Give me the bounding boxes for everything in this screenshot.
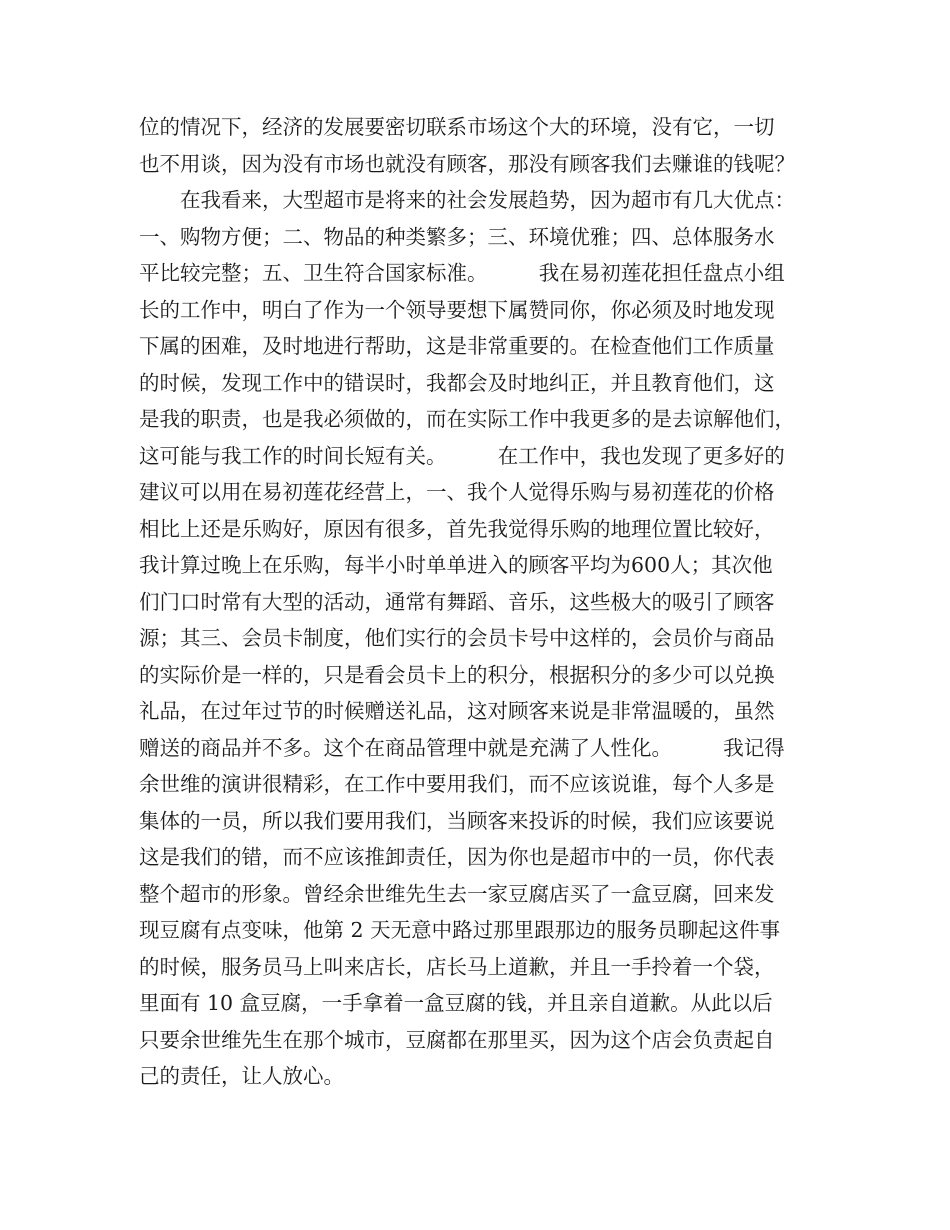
- text-line: 一、购物方便；二、物品的种类繁多；三、环境优雅；四、总体服务水: [139, 224, 775, 249]
- text-line: 整个超市的形象。曾经余世维先生去一家豆腐店买了一盒豆腐，回来发: [139, 881, 775, 906]
- text-line: 建议可以用在易初莲花经营上，一、我个人觉得乐购与易初莲花的价格: [139, 480, 775, 504]
- text-line: 相比上还是乐购好，原因有很多，首先我觉得乐购的地理位置比较好，: [139, 516, 775, 541]
- text-line: 这可能与我工作的时间长短有关。 在工作中，我也发现了更多好的: [139, 443, 785, 468]
- text-line: 位的情况下，经济的发展要密切联系市场这个大的环境，没有它，一切: [139, 115, 775, 139]
- text-line: 礼品，在过年过节的时候赠送礼品，这对顾客来说是非常温暖的，虽然: [139, 699, 775, 723]
- text-line: 集体的一员，所以我们要用我们，当顾客来投诉的时候，我们应该要说: [139, 808, 775, 833]
- text-line: 只要余世维先生在那个城市，豆腐都在那里买，因为这个店会负责起自: [139, 1027, 775, 1052]
- text-line: 也不用谈，因为没有市场也就没有顾客，那没有顾客我们去赚谁的钱呢？: [139, 151, 795, 176]
- text-line: 长的工作中，明白了作为一个领导要想下属赞同你，你必须及时地发现: [139, 297, 775, 322]
- text-line: 余世维的演讲很精彩，在工作中要用我们，而不应该说谁，每个人多是: [139, 772, 775, 796]
- text-line: 赠送的商品并不多。这个在商品管理中就是充满了人性化。 我记得: [139, 735, 785, 760]
- text-line: 这是我们的错，而不应该推卸责任，因为你也是超市中的一员，你代表: [139, 845, 775, 869]
- text-line: 的时候，服务员马上叫来店长，店长马上道歉，并且一手拎着一个袋，: [139, 954, 775, 979]
- text-line: 现豆腐有点变味，他第 2 天无意中路过那里跟那边的服务员聊起这件事: [139, 918, 781, 942]
- text-line: 里面有 10 盒豆腐，一手拿着一盒豆腐的钱，并且亲自道歉。从此以后: [139, 991, 773, 1015]
- text-line: 下属的困难，及时地进行帮助，这是非常重要的。在检查他们工作质量: [139, 334, 775, 358]
- text-line: 己的责任，让人放心。: [139, 1064, 344, 1088]
- text-line: 在我看来，大型超市是将来的社会发展趋势，因为超市有几大优点：: [139, 188, 795, 212]
- text-line: 们门口时常有大型的活动，通常有舞蹈、音乐，这些极大的吸引了顾客: [139, 589, 775, 614]
- document-body: [139, 109, 819, 1095]
- text-line: 的时候，发现工作中的错误时，我都会及时地纠正，并且教育他们，这: [139, 370, 775, 395]
- text-line: 平比较完整；五、卫生符合国家标准。 我在易初莲花担任盘点小组: [139, 261, 785, 285]
- text-line: 我计算过晚上在乐购，每半小时单单进入的顾客平均为600人；其次他: [139, 553, 773, 577]
- text-line: 源；其三、会员卡制度，他们实行的会员卡号中这样的，会员价与商品: [139, 626, 775, 650]
- text-line: 的实际价是一样的，只是看会员卡上的积分，根据积分的多少可以兑换: [139, 662, 775, 687]
- text-line: 是我的职责，也是我必须做的，而在实际工作中我更多的是去谅解他们，: [139, 407, 795, 431]
